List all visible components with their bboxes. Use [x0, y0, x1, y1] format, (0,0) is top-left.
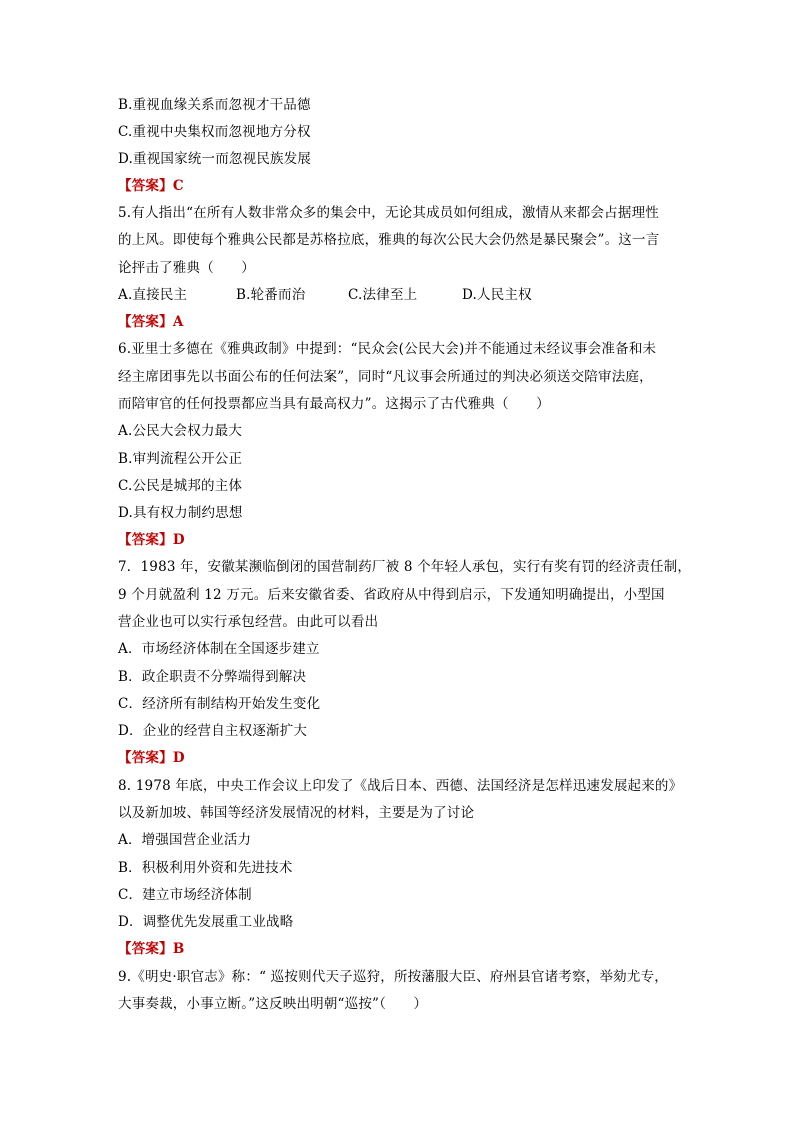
q5-stem-line-3: 论抨击了雅典（ ） [118, 260, 255, 276]
answer-value: C [172, 178, 184, 194]
q5-stem-line-2: 的上风。即使每个雅典公民都是苏格拉底，雅典的每次公民大会仍然是暴民聚会”。这一言 [118, 232, 660, 248]
q5-option-c: C.法律至上 [348, 287, 418, 303]
answer-label: 【答案】 [118, 178, 173, 194]
q7-option-d: D．企业的经营自主权逐渐扩大 [118, 723, 308, 739]
answer-value: B [172, 941, 185, 957]
q5-option-b: B.轮番而治 [236, 287, 306, 303]
q8-stem-line-1: 8. 1978 年底，中央工作会议上印发了《战后日本、西德、法国经济是怎样迅速发展起来的》 [118, 778, 683, 794]
q6-stem-line-3: 而陪审官的任何投票都应当具有最高权力”。这揭示了古代雅典（ ） [118, 396, 550, 412]
q6-option-a: A.公民大会权力最大 [118, 423, 243, 439]
q7-option-b: B．政企职责不分弊端得到解决 [118, 669, 307, 685]
answer-value: D [172, 750, 185, 766]
q7-stem-line-1: 7．1983 年，安徽某濒临倒闭的国营制药厂被 8 个年轻人承包，实行有奖有罚的经济责任制， [118, 559, 692, 575]
q6-option-b: B.审判流程公开公正 [118, 451, 243, 467]
q4-answer [118, 176, 184, 196]
q6-stem-line-1: 6.亚里士多德在《雅典政制》中提到：“民众会(公民大会)并不能通过未经议事会准备和未 [118, 341, 657, 357]
q4-option-b: B.重视血缘关系而忽视才干品德 [118, 97, 311, 113]
answer-label: 【答案】 [118, 314, 173, 330]
q7-stem-line-2: 9 个月就盈利 12 万元。后来安徽省委、省政府从中得到启示，下发通知明确提出，小型国 [118, 587, 665, 603]
q8-stem-line-2: 以及新加坡、韩国等经济发展情况的材料，主要是为了讨论 [118, 805, 475, 821]
q5-stem-line-1: 5.有人指出“在所有人数非常众多的集会中，无论其成员如何组成，激情从来都会占据理性 [118, 205, 659, 221]
q6-answer [118, 530, 185, 550]
q4-option-d: D.重视国家统一而忽视民族发展 [118, 151, 312, 167]
q7-option-a: A．市场经济体制在全国逐步建立 [118, 641, 320, 657]
q7-option-c: C．经济所有制结构开始发生变化 [118, 696, 321, 712]
q6-stem-line-2: 经主席团事先以书面公布的任何法案”，同时“凡议事会所通过的判决必须送交陪审法庭， [118, 369, 653, 385]
q8-option-d: D．调整优先发展重工业战略 [118, 914, 294, 930]
q8-option-a: A．增强国营企业活力 [118, 832, 252, 848]
q7-answer [118, 748, 185, 768]
q4-option-c: C.重视中央集权而忽视地方分权 [118, 124, 311, 140]
answer-label: 【答案】 [118, 532, 173, 548]
answer-value: A [172, 314, 184, 330]
q5-options [118, 285, 532, 305]
q6-option-c: C.公民是城邦的主体 [118, 478, 243, 494]
answer-value: D [172, 532, 185, 548]
q8-option-c: C．建立市场经济体制 [118, 887, 252, 903]
answer-label: 【答案】 [118, 941, 173, 957]
q8-answer [118, 939, 184, 959]
q7-stem-line-3: 营企业也可以实行承包经营。由此可以看出 [118, 614, 379, 630]
q5-option-a: A.直接民主 [118, 287, 188, 303]
q8-option-b: B．积极利用外资和先进技术 [118, 860, 293, 876]
q5-option-d: D.人民主权 [462, 287, 532, 303]
q5-answer [118, 312, 184, 332]
q9-stem-line-1: 9.《明史·职官志》称：“ 巡按则代天子巡狩，所按藩服大臣、府州县官诸考察，举劾尤专， [118, 969, 668, 985]
answer-label: 【答案】 [118, 750, 173, 766]
q6-option-d: D.具有权力制约思想 [118, 505, 243, 521]
q9-stem-line-2: 大事奏裁，小事立断。”这反映出明朝“巡按”（ ） [118, 996, 428, 1012]
